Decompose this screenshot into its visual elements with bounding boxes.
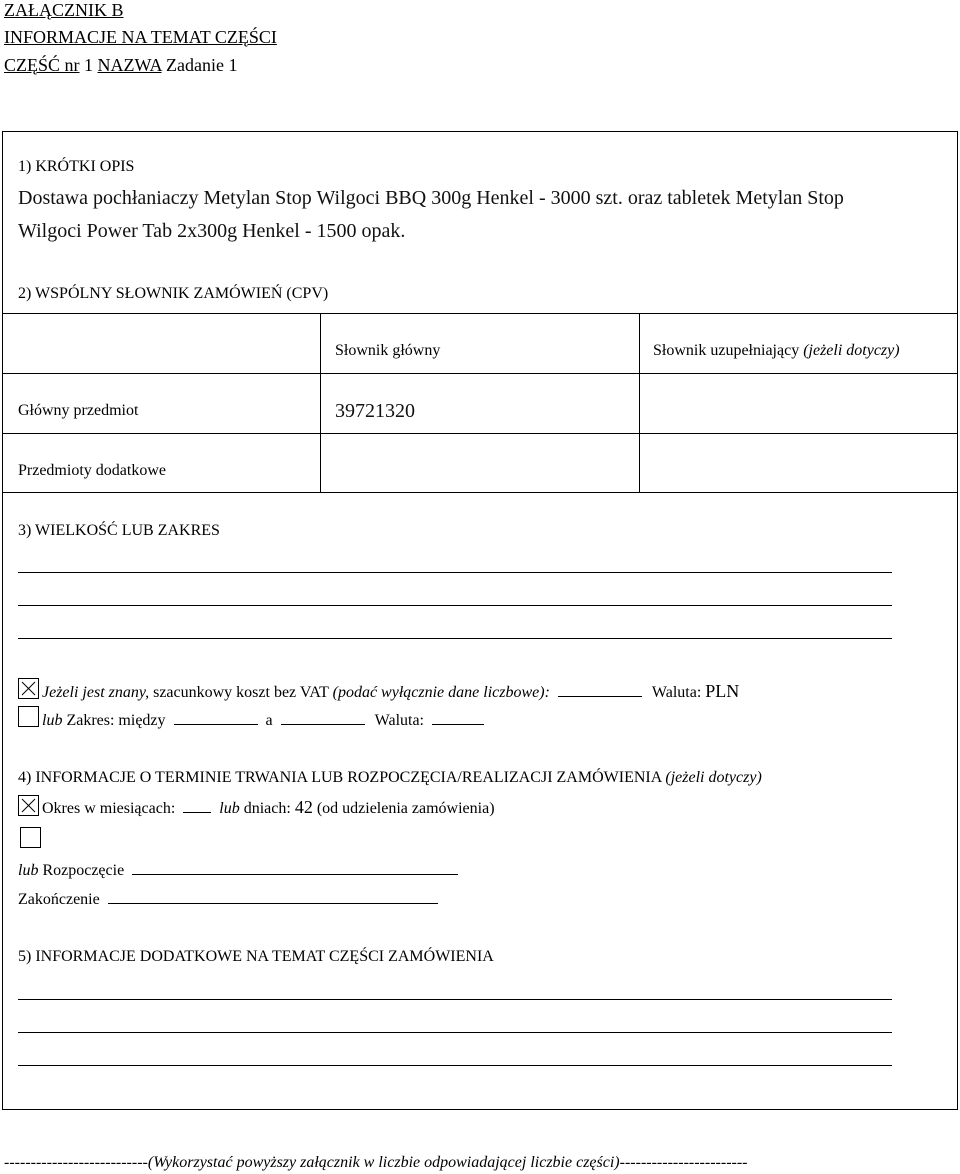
days-note: (od udzielenia zamówienia)	[316, 800, 495, 817]
range-checkbox[interactable]	[18, 706, 39, 727]
range-or: lub	[42, 712, 63, 729]
cpv-table-top	[2, 313, 958, 314]
days-label: dniach:	[243, 800, 291, 817]
months-label: Okres w miesiącach:	[42, 800, 176, 817]
start-or: lub	[18, 862, 39, 879]
range-label: Zakres: między	[66, 712, 166, 729]
days-or: lub	[219, 800, 240, 817]
start-label: Rozpoczęcie	[42, 862, 125, 879]
checkbox-x-icon	[19, 679, 38, 698]
scope-line-1	[18, 572, 892, 573]
start-date-field[interactable]	[132, 860, 458, 875]
cpv-row-extra-label: Przedmioty dodatkowe	[18, 462, 166, 479]
annex-title: ZAŁĄCZNIK B	[4, 0, 124, 20]
part-heading	[4, 55, 237, 76]
currency-label: Waluta:	[651, 684, 702, 701]
cpv-col-supp-note: (jeżeli dotyczy)	[803, 342, 900, 359]
cpv-table-header-bottom	[2, 373, 958, 374]
section2-title: 2) WSPÓLNY SŁOWNIK ZAMÓWIEŃ (CPV)	[18, 285, 329, 302]
cpv-main-code: 39721320	[335, 400, 415, 422]
start-row	[18, 860, 458, 880]
footer-note	[4, 1154, 748, 1172]
section4-heading	[18, 769, 762, 787]
cpv-col-main: Słownik główny	[335, 342, 441, 359]
cost-label: szacunkowy koszt bez VAT	[153, 684, 329, 701]
end-label: Zakończenie	[18, 891, 100, 908]
duration-row	[42, 797, 495, 818]
short-description-line1: Dostawa pochłaniaczy Metylan Stop Wilgoci BBQ 300g Henkel - 3000 szt. oraz tabletek Metylan Stop	[18, 187, 844, 209]
section5-title: 5) INFORMACJE DODATKOWE NA TEMAT CZĘŚCI ZAMÓWIENIA	[18, 948, 494, 965]
range-to-field[interactable]	[281, 710, 365, 725]
name-value: Zadanie 1	[166, 55, 238, 75]
additional-info-line-2	[18, 1032, 892, 1033]
days-value: 42	[294, 797, 313, 817]
section4-title: 4) INFORMACJE O TERMINIE TRWANIA LUB ROZPOCZĘCIA/REALIZACJI ZAMÓWIENIA	[18, 769, 662, 786]
cost-checkbox[interactable]	[18, 678, 39, 699]
info-title: INFORMACJE NA TEMAT CZĘŚCI	[4, 27, 277, 47]
dates-checkbox[interactable]	[20, 827, 41, 848]
name-label: NAZWA	[97, 55, 162, 75]
end-date-field[interactable]	[108, 889, 438, 904]
range-from-field[interactable]	[174, 710, 258, 725]
range-currency-field[interactable]	[432, 710, 484, 725]
cost-row	[42, 681, 739, 702]
cost-value-field[interactable]	[558, 682, 642, 697]
footer-note-text: ---------------------------(Wykorzystać powyższy załącznik w liczbie odpowiadającej liczbie części)------------------------	[4, 1154, 748, 1171]
cost-label-italic: Jeżeli jest znany,	[42, 684, 150, 701]
cpv-row-main-label: Główny przedmiot	[18, 402, 139, 419]
end-row	[18, 889, 438, 909]
part-number: 1	[84, 55, 94, 75]
additional-info-line-3	[18, 1065, 892, 1066]
months-checkbox[interactable]	[18, 795, 39, 816]
range-and: a	[265, 712, 273, 729]
cost-note: (podać wyłącznie dane liczbowe):	[332, 684, 550, 701]
short-description-line2: Wilgoci Power Tab 2x300g Henkel - 1500 opak.	[18, 220, 406, 242]
range-row	[42, 710, 484, 730]
months-field[interactable]	[183, 798, 211, 813]
range-currency-label: Waluta:	[374, 712, 424, 729]
currency-value: PLN	[705, 681, 740, 701]
cpv-table-row-divider	[2, 433, 958, 434]
scope-line-2	[18, 605, 892, 606]
cpv-table-bottom	[2, 492, 958, 493]
scope-line-3	[18, 638, 892, 639]
section4-title-note: (jeżeli dotyczy)	[665, 769, 762, 786]
additional-info-line-1	[18, 999, 892, 1000]
cpv-col-supp	[653, 342, 900, 360]
part-label: CZĘŚĆ nr	[4, 55, 80, 75]
cpv-table-col-divider-2	[639, 313, 640, 492]
checkbox-x-icon	[19, 796, 38, 815]
cpv-table-col-divider-1	[320, 313, 321, 492]
cpv-col-supp-label: Słownik uzupełniający	[653, 342, 800, 359]
section3-title: 3) WIELKOŚĆ LUB ZAKRES	[18, 522, 220, 539]
section1-title: 1) KRÓTKI OPIS	[18, 158, 135, 175]
